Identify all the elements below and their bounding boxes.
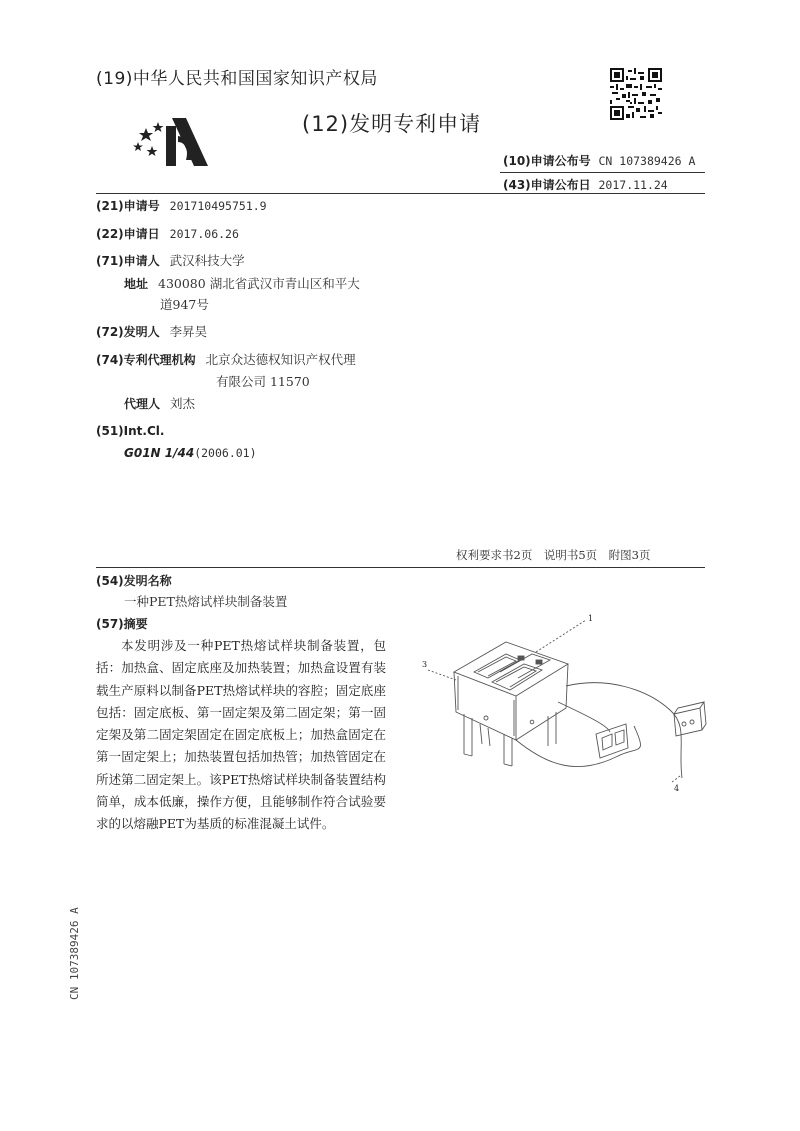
office-name: (19)中华人民共和国国家知识产权局: [96, 69, 378, 89]
side-publication-number: CN 107389426 A: [68, 907, 81, 1000]
filing-date: 2017.06.26: [169, 227, 239, 241]
abstract-figure: [408, 606, 718, 811]
figure-label: 1: [588, 614, 594, 623]
figure-label: 3: [422, 660, 428, 669]
cnipa-logo-icon: [128, 112, 218, 172]
inventor: 李昇昊: [169, 324, 208, 339]
publication-number-label: (10)申请公布号: [503, 154, 591, 168]
qr-code-icon: [610, 68, 662, 120]
agent-label: 代理人: [124, 397, 161, 411]
publication-number-row: [503, 152, 695, 169]
agency-line-1: 北京众达德权知识产权代理: [205, 352, 356, 367]
agency-line-2: 有限公司 11570: [216, 374, 310, 389]
application-number: 201710495751.9: [169, 199, 267, 213]
address-row: [124, 274, 360, 294]
invention-title: 一种PET热熔试样块制备装置: [124, 594, 288, 609]
publication-date-label: (43)申请公布日: [503, 178, 591, 192]
agency-label: (74)专利代理机构: [96, 353, 196, 367]
applicant: 武汉科技大学: [169, 253, 245, 268]
document-type: (12)发明专利申请: [302, 112, 482, 136]
abstract-label: (57)摘要: [96, 617, 148, 631]
application-number-row: [96, 196, 267, 216]
publication-number: CN 107389426 A: [598, 154, 696, 168]
invention-title-label: (54)发明名称: [96, 574, 172, 588]
abstract-text: 本发明涉及一种PET热熔试样块制备装置，包括：加热盒、固定底座及加热装置；加热盒设置有装载生产原料以制备PET热熔试样块的容腔；固定底座包括：固定底板、第一固定架及第二固定架；第一固定架及第二固定架固定在固定底板上；加热盒固定在第一固定架上；加热装置包括加热管；加热管固定在所述第二固定架上。该PET热熔试样块制备装置结构简单，成本低廉，操作方便，且能够制作符合试验要求的以熔融PET为基质的标准混凝土试件。: [96, 638, 386, 832]
filing-date-label: (22)申请日: [96, 227, 160, 241]
address-line-2: 道947号: [160, 297, 209, 312]
publication-date: 2017.11.24: [598, 178, 668, 192]
publication-date-row: [503, 176, 668, 193]
int-cl-version: (2006.01): [194, 446, 257, 460]
applicant-label: (71)申请人: [96, 254, 160, 268]
divider: [500, 172, 705, 173]
agency-row: [96, 350, 356, 370]
agent: 刘杰: [170, 396, 196, 411]
application-number-label: (21)申请号: [96, 199, 160, 213]
page-counts: 权利要求书2页 说明书5页 附图3页: [456, 548, 651, 562]
divider: [96, 193, 705, 194]
agent-row: [124, 394, 195, 414]
filing-date-row: [96, 224, 239, 244]
divider: [96, 567, 705, 568]
int-cl-label: (51)Int.Cl.: [96, 424, 165, 438]
int-cl-row: [96, 421, 164, 441]
abstract: [96, 635, 386, 836]
inventor-row: [96, 322, 207, 342]
int-cl-code: G01N 1/44: [124, 446, 195, 460]
applicant-row: [96, 251, 245, 271]
int-cl-code-row: [124, 443, 257, 463]
address-label: 地址: [124, 277, 149, 291]
address-line-1: 430080 湖北省武汉市青山区和平大: [158, 276, 360, 291]
inventor-label: (72)发明人: [96, 325, 160, 339]
figure-label: 4: [674, 784, 680, 793]
